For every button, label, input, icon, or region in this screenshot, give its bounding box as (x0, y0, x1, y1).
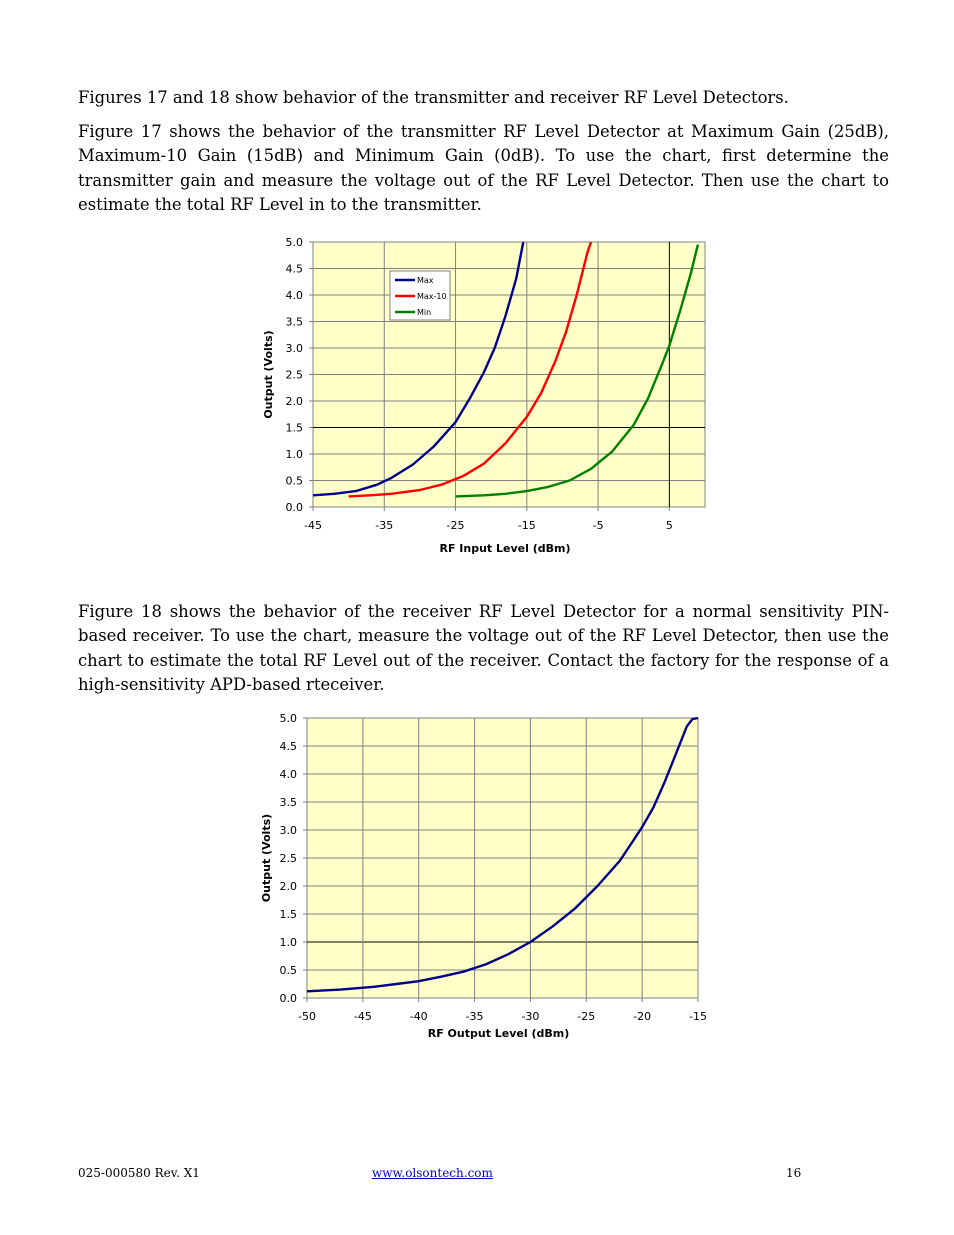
fig17-ytick-label: 4.5 (285, 262, 303, 276)
fig17-ytick-label: 0.0 (285, 501, 303, 514)
website-link[interactable]: www.olsontech.com (372, 1166, 493, 1180)
fig17-xaxis-label: RF Input Level (dBm) (439, 542, 571, 555)
fig18-xaxis-label: RF Output Level (dBm) (427, 1027, 570, 1040)
fig17-ytick-label: 1.5 (285, 421, 303, 435)
fig18-xtick-label: -45 (353, 1010, 372, 1023)
fig17-ytick-label: 3.0 (285, 342, 303, 355)
fig18-xtick-label: -20 (633, 1010, 652, 1023)
fig17-chart-group (262, 236, 705, 555)
fig18-ytick-label: 1.0 (279, 936, 297, 949)
intro-paragraph: Figures 17 and 18 show behavior of the transmitter and receiver RF Level Detectors. (78, 88, 789, 107)
fig17-ytick-label: 2.0 (285, 395, 303, 408)
fig17-xtick-label: -25 (446, 519, 465, 532)
fig18-ytick-label: 5.0 (279, 712, 297, 725)
fig17-xtick-label: -35 (375, 519, 394, 532)
fig17-legend-label: Min (417, 308, 432, 317)
fig18-ytick-label: 2.0 (279, 880, 297, 893)
fig18-ytick-label: 4.0 (279, 768, 297, 781)
fig18-xtick-label: -40 (409, 1010, 428, 1023)
fig17-ytick-label: 3.5 (285, 315, 303, 329)
fig17-xtick-label: -5 (592, 519, 604, 532)
fig18-xtick-label: -50 (298, 1010, 316, 1023)
fig17-ytick-label: 0.5 (285, 474, 303, 488)
fig17-ytick-label: 5.0 (285, 236, 303, 249)
fig18-chart-group (260, 712, 707, 1040)
fig17-xtick-label: -45 (304, 519, 322, 532)
fig18-xtick-label: -15 (689, 1010, 707, 1023)
fig18-ytick-label: 3.0 (279, 824, 297, 837)
fig18-ytick-label: 0.5 (279, 964, 297, 977)
fig17-xtick-label: 5 (665, 519, 673, 532)
fig18-ytick-label: 0.0 (279, 992, 297, 1005)
fig18-ytick-label: 4.5 (279, 740, 297, 753)
website-link-wrapper (372, 1166, 493, 1180)
fig18-ytick-label: 2.5 (279, 852, 297, 865)
fig17-ytick-label: 1.0 (285, 448, 303, 461)
fig18-yaxis-label: Output (Volts) (260, 813, 273, 903)
fig18-xtick-label: -35 (465, 1010, 484, 1023)
figure-17-description: Figure 17 shows the behavior of the transmitter RF Level Detector at Maximum Gain (25dB), Maximum-10 Gain (15dB) and Minimum Gain (0dB). To use the chart, first determine the transmitter gain and measure the voltage out of the RF Level Detector. Then use the chart to estimate the total RF Level in to the transmitter. (78, 122, 889, 214)
page-number: 16 (786, 1166, 802, 1180)
figure-18-description: Figure 18 shows the behavior of the receiver RF Level Detector for a normal sensitivity PIN-based receiver. To use the chart, measure the voltage out of the RF Level Detector, then use the chart to estimate the total RF Level out of the receiver. Contact the factory for the response of a high-sensitivity APD-based rteceiver. (78, 602, 889, 694)
fig18-xtick-label: -30 (521, 1010, 540, 1023)
fig17-ytick-label: 4.0 (285, 289, 303, 302)
fig17-xtick-label: -15 (517, 519, 536, 532)
fig18-xtick-label: -25 (577, 1010, 596, 1023)
fig17-yaxis-label: Output (Volts) (262, 330, 275, 419)
fig18-ytick-label: 3.5 (279, 796, 297, 809)
fig17-ytick-label: 2.5 (285, 368, 303, 382)
fig18-ytick-label: 1.5 (279, 908, 297, 921)
fig17-legend-label: Max-10 (417, 292, 447, 301)
fig17-legend-label: Max (417, 276, 434, 285)
doc-number: 025-000580 Rev. X1 (78, 1166, 200, 1180)
